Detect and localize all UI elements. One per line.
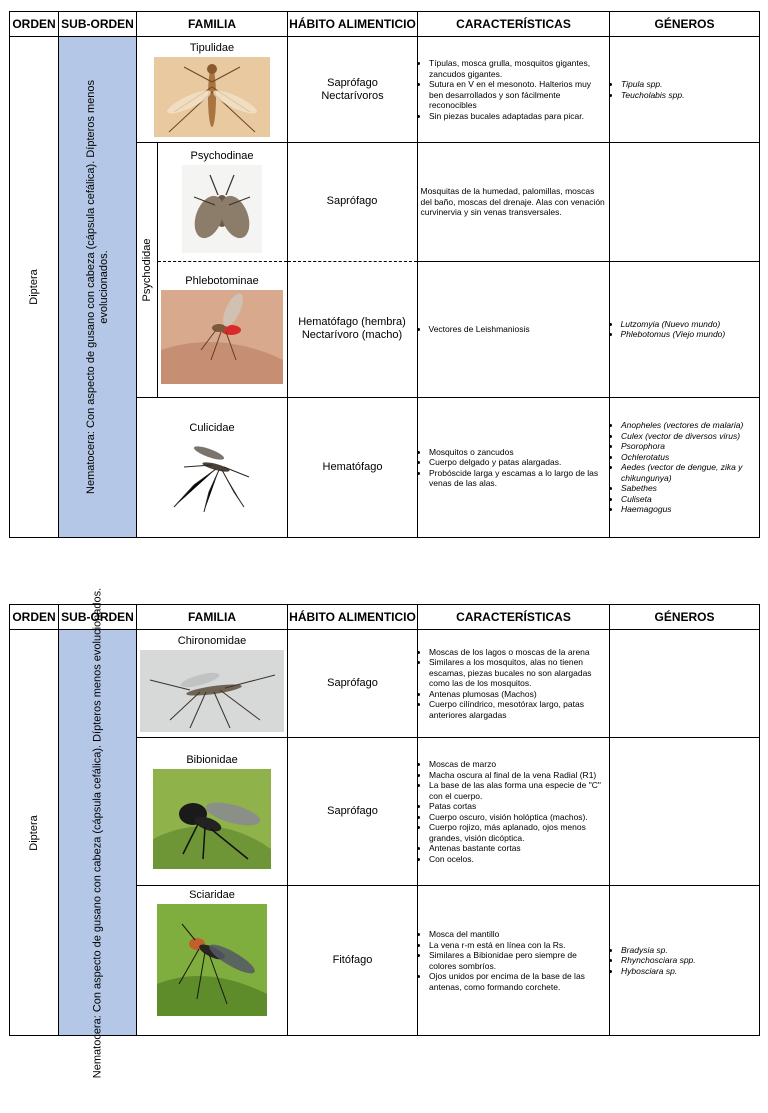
tipulidae-photo (154, 57, 270, 137)
table-row (10, 37, 760, 143)
psychodidae-group (137, 143, 760, 398)
genus-item: • Rhynchosciara spp. (621, 955, 756, 966)
habit-cell (287, 143, 417, 261)
family-cell (137, 630, 288, 738)
char-item: • Ojos unidos por encima de la base de las antenas, como formando corchete. (429, 971, 606, 992)
genus-item: • Tipula spp. (621, 79, 756, 90)
family-name: Bibionidae (186, 754, 238, 766)
char-item: • Típulas, mosca grulla, mosquitos gigantes, zancudos gigantes. (429, 58, 606, 79)
header-row (10, 12, 760, 37)
family-name: Phlebotominae (185, 274, 259, 287)
habit-cell (288, 738, 418, 886)
char-item: • Similares a Bibionidae pero siempre de colores sombríos. (429, 950, 606, 971)
char-item: • La vena r-m está en línea con la Rs. (429, 940, 606, 951)
char-item: • La base de las alas forma una especie de "C" con el cuerpo. (429, 780, 606, 801)
table-row (10, 630, 760, 738)
habit-text: Saprófago (326, 195, 378, 208)
habit-text: Fitófago (332, 954, 373, 966)
header-familia: FAMILIA (137, 605, 288, 630)
sciaridae-photo (157, 904, 267, 1016)
genus-item: • Teucholabis spp. (621, 90, 756, 101)
genera-cell (610, 37, 760, 143)
chironomidae-photo (140, 650, 284, 732)
family-cell (137, 37, 288, 143)
characteristics-cell (418, 738, 610, 886)
char-item: • Patas cortas (429, 801, 606, 812)
char-item: • Sutura en V en el mesonoto. Halterios muy ben desarrollados y son fácilmente reconocibles (429, 79, 606, 111)
header-suborden: SUB-ORDEN (59, 12, 137, 37)
family-cell (137, 886, 288, 1036)
habit-text: Saprófago Nectarívoros (321, 76, 384, 102)
char-text: Mosquitas de la humedad, palomillas, moscas del baño, moscas del drenaje. Alas con venación curvinervia y sin venas transversales. (420, 186, 605, 217)
genus-item: • Haemagogus (621, 504, 756, 515)
habit-cell (287, 261, 417, 397)
habit-cell (288, 37, 418, 143)
char-item: • Cuerpo delgado y patas alargadas. (429, 457, 606, 468)
orden-cell (10, 630, 59, 1036)
family-cell (157, 261, 287, 397)
characteristics-cell (418, 630, 610, 738)
char-item: • Moscas de los lagos o moscas de la arena (429, 647, 606, 658)
habit-text: Hematófago (hembra) Nectarívoro (macho) (298, 316, 406, 342)
habit-cell (288, 886, 418, 1036)
genera-cell (609, 261, 759, 397)
header-habito: HÁBITO ALIMENTICIO (288, 12, 418, 37)
genera-cell (610, 630, 760, 738)
char-item: • Sin piezas bucales adaptadas para picar. (429, 111, 606, 122)
orden-label: Diptera (28, 814, 40, 851)
psychodidae-label: Psychodidae (140, 238, 153, 302)
genus-item: • Culiseta (621, 494, 756, 505)
header-orden: ORDEN (10, 605, 59, 630)
char-item: • Mosca del mantillo (429, 929, 606, 940)
genera-cell (610, 738, 760, 886)
header-row (10, 605, 760, 630)
insect-table-1 (9, 11, 760, 538)
genus-item: • Anopheles (vectores de malaria) (621, 420, 756, 431)
habit-cell (288, 398, 418, 538)
header-suborden: SUB-ORDEN (59, 605, 137, 630)
family-name: Tipulidae (189, 42, 235, 54)
bibionidae-photo (153, 769, 271, 869)
genus-item: • Hybosciara sp. (621, 966, 756, 977)
orden-cell (10, 37, 59, 538)
genus-item: • Ochlerotatus (621, 452, 756, 463)
char-item: • Mosquitos o zancudos (429, 447, 606, 458)
char-item: • Vectores de Leishmaniosis (429, 324, 606, 335)
habit-text: Hematófago (322, 461, 383, 473)
header-habito: HÁBITO ALIMENTICIO (288, 605, 418, 630)
characteristics-cell (417, 143, 609, 261)
header-familia: FAMILIA (137, 12, 288, 37)
char-item: • Cuerpo cilíndrico, mesotórax largo, patas anteriores alargadas (429, 699, 606, 720)
header-generos: GÉNEROS (610, 12, 760, 37)
family-cell (157, 143, 287, 261)
genus-item: • Aedes (vector de dengue, zika y chikungunya) (621, 462, 756, 483)
characteristics-cell (417, 261, 609, 397)
char-item: • Antenas bastante cortas (429, 843, 606, 854)
habit-text: Saprófago (327, 677, 378, 689)
family-name: Culicidae (189, 422, 235, 434)
family-cell (137, 738, 288, 886)
char-item: • Cuerpo oscuro, visión holóptica (machos). (429, 812, 606, 823)
family-cell (137, 398, 288, 538)
habit-cell (288, 630, 418, 738)
header-orden: ORDEN (10, 12, 59, 37)
psychodidae-side (137, 143, 157, 397)
insect-table-2 (9, 587, 760, 1078)
psychodinae-photo (182, 165, 262, 253)
header-caracteristicas: CARACTERÍSTICAS (418, 605, 610, 630)
suborden-cell (59, 37, 137, 538)
genus-item: • Culex (vector de diversos virus) (621, 431, 756, 442)
family-name: Sciaridae (189, 889, 235, 901)
suborden-label: Nematocera: Con aspecto de gusano con cabeza (cápsula cefálica). Dípteros menos evolucionados. (91, 587, 103, 1078)
characteristics-cell (418, 398, 610, 538)
genus-item: • Lutzomyia (Nuevo mundo) (621, 319, 757, 330)
orden-label: Diptera (28, 269, 40, 305)
genus-item: • Bradysia sp. (621, 945, 756, 956)
culicidae-photo (164, 437, 260, 513)
family-name: Psychodinae (190, 150, 254, 163)
char-item: • Macha oscura al final de la vena Radial (R1) (429, 770, 606, 781)
header-generos: GÉNEROS (610, 605, 760, 630)
genus-item: • Phlebotomus (Viejo mundo) (621, 329, 757, 340)
char-item: • Antenas plumosas (Machos) (429, 689, 606, 700)
family-name: Chironomidae (177, 635, 247, 647)
characteristics-cell (418, 37, 610, 143)
char-item: • Similares a los mosquitos, alas no tienen escamas, piezas bucales no son alargadas como las de los mosquitos. (429, 657, 606, 689)
habit-text: Saprófago (327, 805, 378, 817)
genus-item: • Psorophora (621, 441, 756, 452)
genera-cell (610, 886, 760, 1036)
characteristics-cell (418, 886, 610, 1036)
header-caracteristicas: CARACTERÍSTICAS (418, 12, 610, 37)
genera-cell (609, 143, 759, 261)
genera-cell (610, 398, 760, 538)
genus-item: • Sabethes (621, 483, 756, 494)
char-item: • Probóscide larga y escamas a lo largo de las venas de las alas. (429, 468, 606, 489)
char-item: • Cuerpo rojizo, más aplanado, ojos menos grandes, visión dicóptica. (429, 822, 606, 843)
char-item: • Con ocelos. (429, 854, 606, 865)
char-item: • Moscas de marzo (429, 759, 606, 770)
suborden-label: Nematocera: Con aspecto de gusano con cabeza (cápsula cefálica). Dípteros menos evolucionados. (84, 80, 110, 494)
phlebotominae-photo (161, 290, 283, 384)
